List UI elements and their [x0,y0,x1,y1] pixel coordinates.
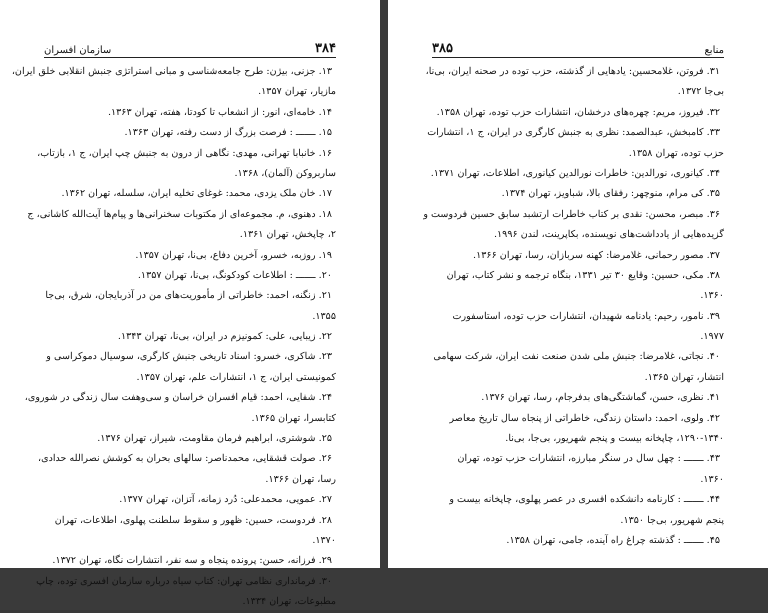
entry-line: کمونیستی ایران، ج ۱، انتشارات علم، تهران ۱۳۵۷. [136,371,336,383]
entry-line: ۳۹. نامور، رحیم: یادنامه شهیدان، انتشارات حزب توده، استاسفورت [452,310,720,322]
entry-line: ۱۷. خان ملک یزدی، محمد: غوغای تخلیه ایران، سلسله، تهران ۱۳۶۲. [61,188,332,200]
bibliography-entry [27,205,336,246]
entry-line: ۲۵. شوشتری، ابراهیم فرمان مقاومت، شیراز، تهران ۱۳۷۶. [97,433,332,445]
page-number: ۳۸۴ [315,41,336,56]
entry-line: ۴۲. ولوی، احمد: داستان زندگی، خاطراتی از پنجاه سال تاریخ معاصر [449,412,720,424]
bibliography-entry [432,490,724,531]
left-page [0,0,380,608]
entry-line: ۱۶. خانبابا تهرانی، مهدی: نگاهی از درون به جنبش چپ ایران، ج ۱، بازتاب، [37,147,332,159]
entry-line: ۱۲۹۰-۱۳۴۰، چاپخانه بیست و پنجم شهریور، بی‌جا، بی‌نا. [505,433,724,445]
entry-line: ۲۶. صولت قشقایی، محمدناصر: سالهای بحران به کوشش نصرالله حدادی، [37,453,332,465]
entry-line: ۲۸. فردوست، حسین: ظهور و سقوط سلطنت پهلوی، اطلاعات، تهران [54,514,332,526]
entry-line: ۳۸. مکی، حسین: وقایع ۳۰ تیر ۱۳۳۱، بنگاه ترجمه و نشر کتاب، تهران [446,269,720,281]
bibliography-entry [432,347,724,388]
entry-line: ۱۳۶۰. [700,473,724,485]
entry-line: ۳۳. کامبخش، عبدالصمد: نظری به جنبش کارگری در ایران، ج ۱، انتشارات [427,127,720,139]
entry-line: ۳۶. مبصر، محسن: نقدی بر کتاب خاطرات ارتشبد سابق حسین فردوست و [423,208,720,220]
bibliography-entry [423,205,724,246]
bibliography-entry [44,429,336,449]
bibliography-entry [36,572,336,613]
bibliography-entry [427,123,724,164]
page-header [44,36,336,56]
bibliography-entry [37,144,336,185]
entry-line: ۳۷. مصور رحمانی، غلامرضا: کهنه سربازان، رسا، تهران ۱۳۶۶. [473,249,720,261]
entry-line: بی‌جا ۱۳۷۲. [677,86,724,98]
entry-line: ۲۹. فرزانه، حسن: پرونده پنجاه و سه نفر، انتشارات نگاه، تهران ۱۳۷۲. [52,555,332,567]
entry-line: ۴۱. نظری، حسن، گماشتگی‌های بدفرجام، رسا، تهران ۱۳۷۶. [481,392,720,404]
entry-line: ۴۰. نجاتی، غلامرضا: جنبش ملی شدن صنعت نفت ایران، شرکت سهامی [433,351,720,363]
bibliography-entry [44,490,336,510]
bibliography-entry [37,449,336,490]
entry-line: ۲۷. عمویی، محمدعلی: دُرد زمانه، آتزان، تهران ۱۳۷۷. [119,494,332,506]
bibliography-list [11,62,336,608]
entry-line: ۳۰. فرمانداری نظامی تهران: کتاب سیاه درباره سازمان افسری توده، چاپ [36,575,332,587]
bibliography-entry [44,327,336,347]
entry-line: ۲، چاپخش، تهران ۱۳۶۱. [239,229,336,241]
bibliography-entry [44,184,336,204]
entry-line: حزب توده، تهران ۱۳۵۸. [628,147,724,159]
bibliography-entry [44,286,336,327]
entry-line: ۱۳۶۰. [700,290,724,302]
entry-line: ۴۴. ـــــــ : کارنامه دانشکده افسری در عصر پهلوی، چاپخانه بیست و [449,494,720,506]
entry-line: مطبوعات، تهران ۱۳۳۴. [242,596,336,608]
bibliography-entry [44,511,336,552]
entry-line: انتشار، تهران ۱۳۶۵. [644,371,724,383]
bibliography-entry [432,246,724,266]
entry-line: ۱۳۵۵. [312,310,336,322]
bibliography-entry [11,62,336,103]
bibliography-entry [432,409,724,450]
bibliography-entry [44,266,336,286]
bibliography-entry [432,164,724,184]
entry-line: کتابسرا، تهران ۱۳۶۵. [251,412,336,424]
entry-line: ۳۵. کی مرام، منوچهر: رفقای بالا، شباویز، تهران ۱۳۷۴. [501,188,720,200]
entry-line: ۴۳. ـــــــ : چهل سال در سنگر مبارزه، انتشارات حزب توده، تهران [457,453,720,465]
bibliography-entry [432,531,724,551]
entry-line: رسا، تهران ۱۳۶۶. [265,473,336,485]
entry-line: ۳۱. فروتن، غلامحسین: یادهایی از گذشته، حزب توده در صحنه ایران، بی‌نا، [425,66,720,77]
entry-line: ۲۴. شفایی، احمد: قیام افسران خراسان و سی‌وهفت سال زندگی در شوروی، [24,392,332,404]
bibliography-entry [44,551,336,571]
entry-line: ۱۳. جزنی، بیژن: طرح جامعه‌شناسی و مبانی استراتژی جنبش انقلابی خلق ایران، [11,66,332,77]
bibliography-entry [44,103,336,123]
running-title: سازمان افسران [44,45,112,56]
bibliography-entry [44,123,336,143]
entry-line: ۲۲. زیبایی، علی: کمونیزم در ایران، بی‌نا، تهران ۱۳۴۳. [117,331,332,343]
entry-line: مازیار، تهران ۱۳۵۷. [258,86,336,98]
entry-line: ۱۹. روزبه، خسرو، آخرین دفاع، بی‌نا، تهران ۱۳۵۷. [135,249,332,261]
bibliography-entry [432,449,724,490]
entry-line: ۲۳. شاکری، خسرو: اسناد تاریخی جنبش کارگری، سوسیال دموکراسی و [46,351,332,363]
entry-line: ۱۴. خامه‌ای، انور: از انشعاب تا کودتا، هفته، تهران ۱۳۶۳. [107,106,332,118]
entry-line: ۲۰. ـــــــ : اطلاعات کودکونگ، بی‌نا، تهران ۱۳۵۷. [137,269,332,281]
entry-line: ۱۹۷۷. [700,331,724,343]
bibliography-list [423,62,724,548]
entry-line: ۲۱. زنگنه، احمد: خاطراتی از مأموریت‌های من در آذربایجان، شرق، بی‌جا [45,290,332,302]
entry-line: ۴۵. ـــــــ : گذشته چراغ راه آینده، جامی، تهران ۱۳۵۸. [506,534,720,546]
entry-line: ۳۲. فیروز، مریم: چهره‌های درخشان، انتشارات حزب توده، تهران ۱۳۵۸. [436,106,720,118]
entry-line: ۳۴. کیانوری، نورالدین: خاطرات نورالدین کیانوری، اطلاعات، تهران ۱۳۷۱. [430,167,720,179]
bibliography-entry [44,246,336,266]
bibliography-entry [432,266,724,307]
bibliography-entry [432,307,724,348]
bibliography-entry [432,184,724,204]
entry-line: گزیده‌هایی از یادداشت‌های نویسنده، بکاپرینت، لندن ۱۹۹۶. [493,229,724,241]
entry-line: ۱۸. دهنوی، م. مجموعه‌ای از مکتوبات سخنرانی‌ها و پیام‌ها آیت‌الله کاشانی، ج [27,208,332,220]
bibliography-entry [24,388,336,429]
entry-line: پنجم شهریور، بی‌جا ۱۳۵۰. [620,514,724,526]
right-page [388,0,768,568]
page-number: ۳۸۵ [432,41,453,56]
bibliography-entry [432,388,724,408]
entry-line: ۱۵. ـــــــ : فرصت بزرگ از دست رفته، تهران ۱۳۶۳. [124,127,332,139]
running-title: منابع [704,45,724,56]
entry-line: ۱۳۷۰. [312,534,336,546]
header-rule [432,57,724,58]
bibliography-entry [425,62,724,103]
page-header [432,36,724,56]
bibliography-entry [44,347,336,388]
bibliography-entry [432,103,724,123]
entry-line: ساربروکن (آلمان)، ۱۳۶۸. [234,167,336,179]
header-rule [44,57,336,58]
